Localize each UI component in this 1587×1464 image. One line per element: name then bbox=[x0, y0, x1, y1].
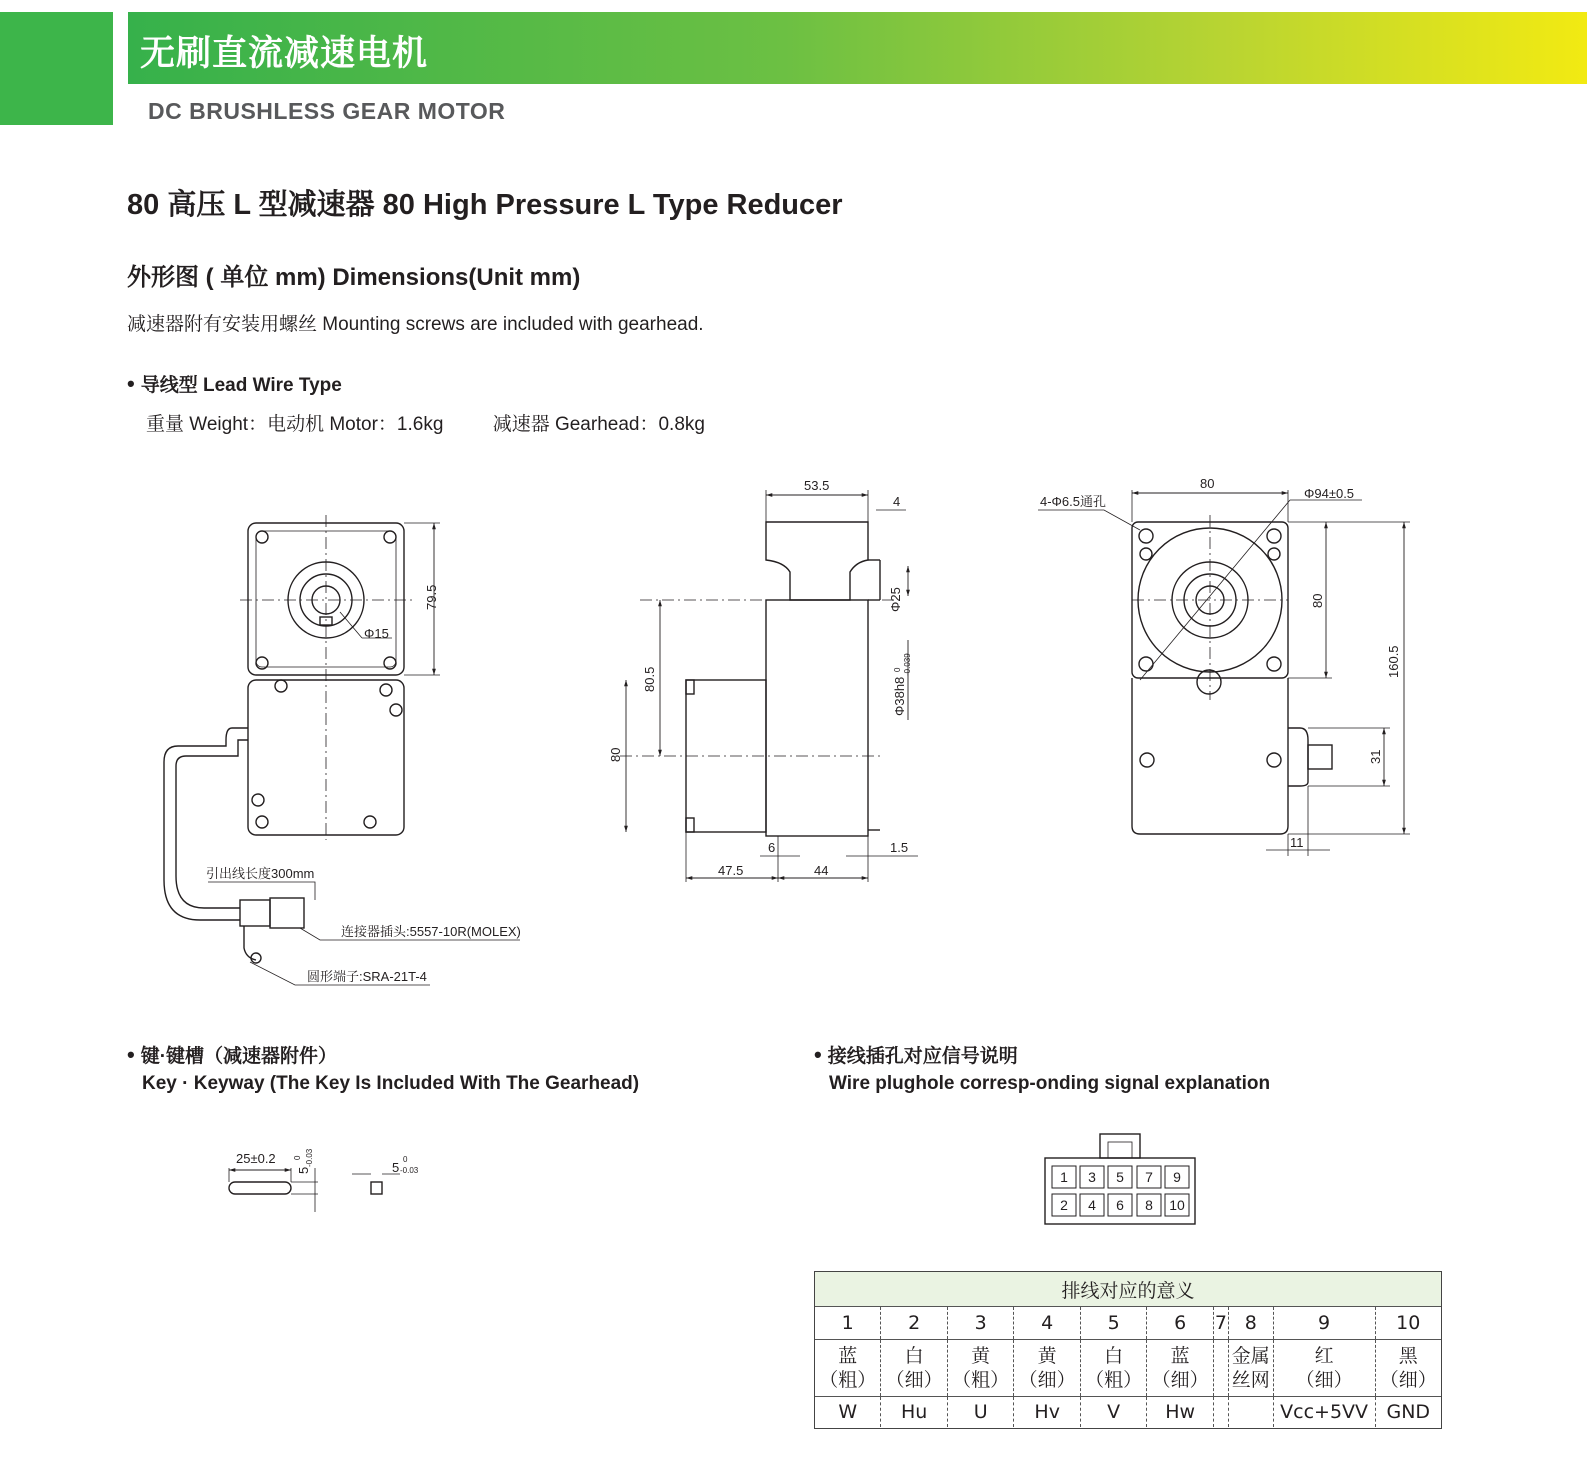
pin-1: 1 bbox=[1060, 1169, 1068, 1185]
wire-title: 接线插孔对应信号说明 bbox=[827, 1046, 1018, 1067]
pin-cell: 7 bbox=[1213, 1307, 1228, 1340]
wire-gauge: （细） bbox=[1151, 1369, 1209, 1391]
wire-table-color-row bbox=[815, 1340, 1441, 1397]
color-name: 黄 bbox=[1037, 1345, 1057, 1367]
lead-length-label: 引出线长度300mm bbox=[206, 866, 315, 881]
dim-phi-94: Φ94±0.5 bbox=[1304, 486, 1355, 501]
pin-3: 3 bbox=[1088, 1169, 1096, 1185]
keyway-width-tol-upper: 0 bbox=[403, 1155, 408, 1164]
bullet-dot: • bbox=[814, 1042, 822, 1067]
pin-7: 7 bbox=[1145, 1169, 1153, 1185]
key-width-tol-upper: 0 bbox=[293, 1155, 302, 1160]
connector-plug-label: 连接器插头:5557-10R(MOLEX) bbox=[341, 924, 521, 939]
dim-80-rear-v: 80 bbox=[1310, 593, 1325, 608]
color-name: 蓝 bbox=[1170, 1345, 1190, 1367]
pin-cell: 8 bbox=[1228, 1307, 1273, 1340]
pin-cell: 2 bbox=[881, 1307, 948, 1340]
color-cell bbox=[1147, 1340, 1214, 1397]
pin-8: 8 bbox=[1145, 1197, 1153, 1213]
dim-80-rear: 80 bbox=[1200, 476, 1215, 491]
signal-cell: Vcc+5VV bbox=[1273, 1397, 1375, 1428]
keyway-width-tol: -0.03 bbox=[400, 1166, 419, 1175]
dim-shaft-15: Φ15 bbox=[364, 626, 389, 641]
color-cell bbox=[1273, 1340, 1375, 1397]
color-name: 黄 bbox=[971, 1345, 991, 1367]
wire-heading bbox=[814, 1041, 1018, 1068]
color-cell bbox=[881, 1340, 948, 1397]
pin-4: 4 bbox=[1088, 1197, 1096, 1213]
pin-cell: 10 bbox=[1375, 1307, 1441, 1340]
wire-gauge: （细） bbox=[1018, 1369, 1076, 1391]
key-title: 键·键槽（减速器附件） bbox=[140, 1046, 338, 1067]
weight-motor: 重量 Weight：电动机 Motor：1.6kg bbox=[146, 414, 444, 435]
wire-gauge: （粗） bbox=[952, 1369, 1010, 1391]
wire-subtitle: Wire plughole corresp-onding signal explanation bbox=[829, 1073, 1271, 1094]
dim-phi-38h8: Φ38h8 bbox=[892, 676, 907, 716]
mounting-note: 减速器附有安装用螺丝 Mounting screws are included with gearhead. bbox=[127, 314, 704, 335]
pin-10: 10 bbox=[1169, 1197, 1185, 1213]
pin-cell: 5 bbox=[1080, 1307, 1147, 1340]
keyway-width: 5 bbox=[392, 1160, 400, 1175]
banner-title: 无刷直流减速电机 bbox=[140, 34, 429, 74]
color-name: 白 bbox=[1104, 1345, 1124, 1367]
bullet-dot: • bbox=[127, 371, 135, 396]
wire-gauge: （细） bbox=[1379, 1369, 1437, 1391]
pin-9: 9 bbox=[1173, 1169, 1181, 1185]
front-view bbox=[164, 515, 520, 985]
signal-cell: U bbox=[947, 1397, 1014, 1428]
wire-table-pin-row bbox=[815, 1307, 1441, 1340]
bullet-dot: • bbox=[127, 1042, 135, 1067]
key-drawing bbox=[229, 1168, 400, 1212]
dim-44: 44 bbox=[814, 863, 829, 878]
signal-cell: W bbox=[815, 1397, 881, 1428]
key-heading bbox=[127, 1041, 337, 1068]
pin-cell: 1 bbox=[815, 1307, 881, 1340]
dim-47-5: 47.5 bbox=[718, 863, 744, 878]
pin-cell: 4 bbox=[1014, 1307, 1081, 1340]
wire-table bbox=[815, 1272, 1441, 1427]
side-view bbox=[620, 490, 918, 882]
color-cell bbox=[1228, 1340, 1273, 1397]
key-width-tol: -0.03 bbox=[305, 1148, 314, 1167]
color-cell bbox=[815, 1340, 881, 1397]
dim-phi-25: Φ25 bbox=[888, 587, 903, 612]
key-length: 25±0.2 bbox=[236, 1151, 276, 1166]
page-heading: 80 高压 L 型减速器 80 High Pressure L Type Reducer bbox=[127, 189, 843, 221]
color-name: 金属 bbox=[1231, 1345, 1270, 1367]
key-subtitle: Key · Keyway (The Key Is Included With The Gearhead) bbox=[142, 1073, 640, 1094]
color-cell bbox=[1213, 1340, 1228, 1397]
wire-gauge: （细） bbox=[885, 1369, 943, 1391]
wire-table-title: 排线对应的意义 bbox=[815, 1272, 1441, 1307]
dim-31: 31 bbox=[1368, 749, 1383, 764]
ring-terminal-label: 圆形端子:SRA-21T-4 bbox=[307, 969, 427, 984]
pin-6: 6 bbox=[1116, 1197, 1124, 1213]
dim-6: 6 bbox=[768, 840, 776, 855]
wire-gauge: 丝网 bbox=[1231, 1369, 1270, 1391]
lead-wire-title: 导线型 Lead Wire Type bbox=[140, 375, 342, 396]
signal-cell: Hw bbox=[1147, 1397, 1214, 1428]
wire-table-signal-row bbox=[815, 1397, 1441, 1428]
dim-79-5: 79.5 bbox=[424, 584, 439, 610]
color-cell bbox=[1014, 1340, 1081, 1397]
signal-cell: V bbox=[1080, 1397, 1147, 1428]
color-name: 蓝 bbox=[838, 1345, 858, 1367]
dim-11: 11 bbox=[1290, 835, 1304, 850]
signal-cell: GND bbox=[1375, 1397, 1441, 1428]
weight-gearhead: 减速器 Gearhead：0.8kg bbox=[492, 414, 705, 435]
color-name: 红 bbox=[1314, 1345, 1334, 1367]
tol-upper: 0 bbox=[893, 667, 902, 672]
color-cell bbox=[1375, 1340, 1441, 1397]
wire-gauge: （细） bbox=[1295, 1369, 1353, 1391]
dim-160-5: 160.5 bbox=[1386, 645, 1401, 678]
rear-view bbox=[1038, 490, 1410, 856]
signal-cell: Hu bbox=[881, 1397, 948, 1428]
pin-cell: 3 bbox=[947, 1307, 1014, 1340]
pin-cell: 9 bbox=[1273, 1307, 1375, 1340]
dim-1-5: 1.5 bbox=[890, 840, 909, 855]
pin-2: 2 bbox=[1060, 1197, 1068, 1213]
signal-cell bbox=[1213, 1397, 1228, 1428]
signal-cell bbox=[1228, 1397, 1273, 1428]
wire-gauge: （粗） bbox=[1085, 1369, 1143, 1391]
pin-5: 5 bbox=[1116, 1169, 1124, 1185]
dim-80-side: 80 bbox=[608, 747, 623, 762]
banner-subtitle: DC BRUSHLESS GEAR MOTOR bbox=[148, 98, 506, 124]
signal-cell: Hv bbox=[1014, 1397, 1081, 1428]
color-name: 黑 bbox=[1398, 1345, 1418, 1367]
dim-80-5: 80.5 bbox=[642, 666, 657, 692]
color-name: 白 bbox=[904, 1345, 924, 1367]
hole-label: 4-Φ6.5通孔 bbox=[1040, 494, 1107, 509]
color-cell bbox=[947, 1340, 1014, 1397]
tol-lower: -0.039 bbox=[903, 653, 912, 676]
color-cell bbox=[1080, 1340, 1147, 1397]
dimensions-title: 外形图 ( 单位 mm) Dimensions(Unit mm) bbox=[127, 264, 581, 291]
wire-gauge: （粗） bbox=[819, 1369, 877, 1391]
key-width: 5 bbox=[296, 1166, 311, 1174]
pin-cell: 6 bbox=[1147, 1307, 1214, 1340]
dim-53-5: 53.5 bbox=[804, 478, 830, 493]
dim-4: 4 bbox=[893, 494, 901, 509]
